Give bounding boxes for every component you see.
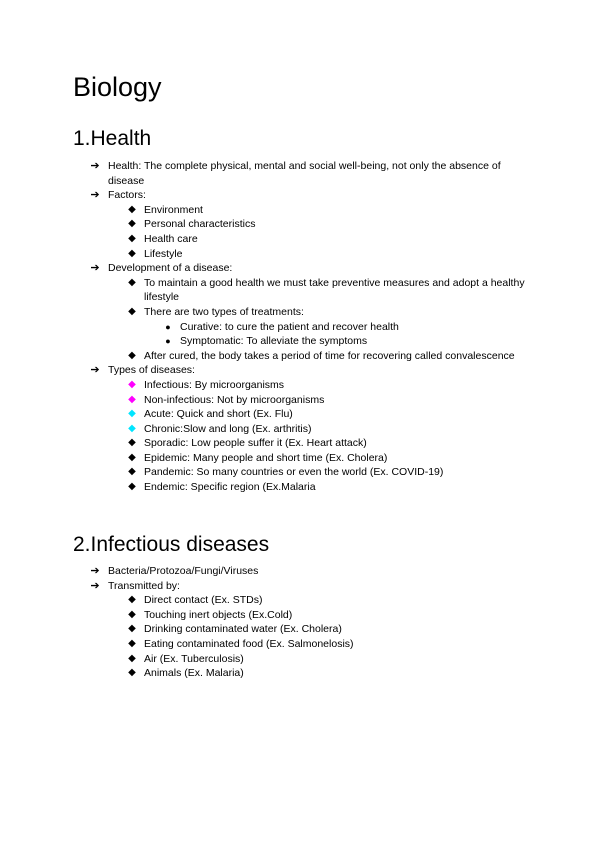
diamond-bullet-icon: ◆	[128, 393, 136, 405]
diamond-bullet-icon: ◆	[128, 637, 136, 649]
section-heading-health: 1.Health	[73, 127, 152, 150]
list-item-text: To maintain a good health we must take preventive measures and adopt a healthy lifestyle	[144, 276, 525, 304]
list-item	[0, 378, 600, 393]
list-item-text: Symptomatic: To alleviate the symptoms	[180, 335, 368, 348]
list-item-text: Chronic:Slow and long (Ex. arthritis)	[144, 422, 312, 435]
diamond-bullet-icon: ◆	[128, 305, 136, 317]
list-item-text: Environment	[144, 203, 203, 216]
list-item-text: There are two types of treatments:	[144, 305, 304, 318]
list-item-text: Factors:	[108, 189, 146, 202]
list-item-text: Development of a disease:	[108, 262, 233, 275]
list-item	[0, 579, 600, 594]
list-item	[0, 422, 600, 437]
list-item-text: Drinking contaminated water (Ex. Cholera)	[144, 623, 342, 636]
diamond-bullet-icon: ◆	[128, 608, 136, 620]
list-item	[0, 363, 600, 378]
list-item	[0, 564, 600, 579]
list-item-text: Curative: to cure the patient and recover health	[180, 320, 399, 333]
list-item	[0, 334, 600, 349]
list-item	[0, 451, 600, 466]
health-list	[0, 159, 600, 495]
list-item-text: Air (Ex. Tuberculosis)	[144, 652, 244, 665]
list-item	[0, 203, 600, 218]
diamond-bullet-icon: ◆	[128, 349, 136, 361]
dot-bullet-icon: ●	[165, 336, 171, 347]
list-item	[0, 622, 600, 637]
list-item	[0, 666, 600, 681]
list-item-text: Infectious: By microorganisms	[144, 378, 285, 391]
arrow-icon: ➔	[90, 364, 100, 377]
diamond-bullet-icon: ◆	[128, 422, 136, 434]
list-item-text: Bacteria/Protozoa/Fungi/Viruses	[108, 565, 259, 577]
diamond-bullet-icon: ◆	[128, 232, 136, 244]
list-item-text: Direct contact (Ex. STDs)	[144, 594, 263, 607]
diamond-bullet-icon: ◆	[128, 276, 136, 288]
list-item-text: Types of diseases:	[108, 364, 195, 377]
arrow-icon: ➔	[90, 189, 100, 202]
arrow-icon: ➔	[90, 160, 100, 172]
list-item	[0, 393, 600, 408]
list-item	[0, 593, 600, 608]
diamond-bullet-icon: ◆	[128, 466, 136, 478]
list-item-text: Touching inert objects (Ex.Cold)	[144, 608, 293, 621]
list-item-text: Lifestyle	[144, 247, 183, 260]
list-item	[0, 217, 600, 232]
diamond-bullet-icon: ◆	[128, 408, 136, 420]
list-item-text: After cured, the body takes a period of time for recovering called convalescence	[144, 349, 515, 362]
arrow-icon: ➔	[90, 579, 100, 592]
page-title: Biology	[73, 72, 162, 102]
list-item-text: Pandemic: So many countries or even the world (Ex. COVID-19)	[144, 466, 444, 479]
list-item	[0, 436, 600, 451]
infectious-list	[0, 564, 600, 681]
list-item-text: Health care	[144, 232, 198, 245]
list-item	[0, 480, 600, 495]
list-item-text: Animals (Ex. Malaria)	[144, 667, 244, 680]
list-item-text: Epidemic: Many people and short time (Ex. Cholera)	[144, 451, 388, 464]
list-item	[0, 276, 600, 305]
list-item	[0, 247, 600, 262]
diamond-bullet-icon: ◆	[128, 218, 136, 230]
list-item	[0, 465, 600, 480]
list-item-text: Sporadic: Low people suffer it (Ex. Heart attack)	[144, 437, 367, 450]
list-item	[0, 188, 600, 203]
diamond-bullet-icon: ◆	[128, 667, 136, 679]
diamond-bullet-icon: ◆	[128, 594, 136, 606]
diamond-bullet-icon: ◆	[128, 203, 136, 215]
list-item	[0, 305, 600, 320]
diamond-bullet-icon: ◆	[128, 378, 136, 390]
list-item-text: Eating contaminated food (Ex. Salmonelosis)	[144, 637, 354, 650]
list-item-text: Personal characteristics	[144, 218, 256, 231]
list-item	[0, 232, 600, 247]
diamond-bullet-icon: ◆	[128, 247, 136, 259]
list-item-text: Transmitted by:	[108, 579, 180, 592]
list-item-text: Health: The complete physical, mental and social well-being, not only the absence of disease	[108, 160, 501, 187]
dot-bullet-icon: ●	[165, 321, 171, 332]
arrow-icon: ➔	[90, 262, 100, 275]
list-item	[0, 159, 600, 188]
diamond-bullet-icon: ◆	[128, 437, 136, 449]
list-item	[0, 608, 600, 623]
list-item-text: Non-infectious: Not by microorganisms	[144, 393, 325, 406]
diamond-bullet-icon: ◆	[128, 481, 136, 493]
diamond-bullet-icon: ◆	[128, 451, 136, 463]
list-item-text: Endemic: Specific region (Ex.Malaria	[144, 481, 316, 494]
diamond-bullet-icon: ◆	[128, 652, 136, 664]
list-item	[0, 407, 600, 422]
list-item-text: Acute: Quick and short (Ex. Flu)	[144, 408, 293, 421]
list-item	[0, 652, 600, 667]
section-heading-infectious: 2.Infectious diseases	[73, 533, 270, 556]
list-item	[0, 261, 600, 276]
list-item	[0, 320, 600, 335]
list-item	[0, 349, 600, 364]
diamond-bullet-icon: ◆	[128, 623, 136, 635]
arrow-icon: ➔	[90, 565, 100, 577]
list-item	[0, 637, 600, 652]
